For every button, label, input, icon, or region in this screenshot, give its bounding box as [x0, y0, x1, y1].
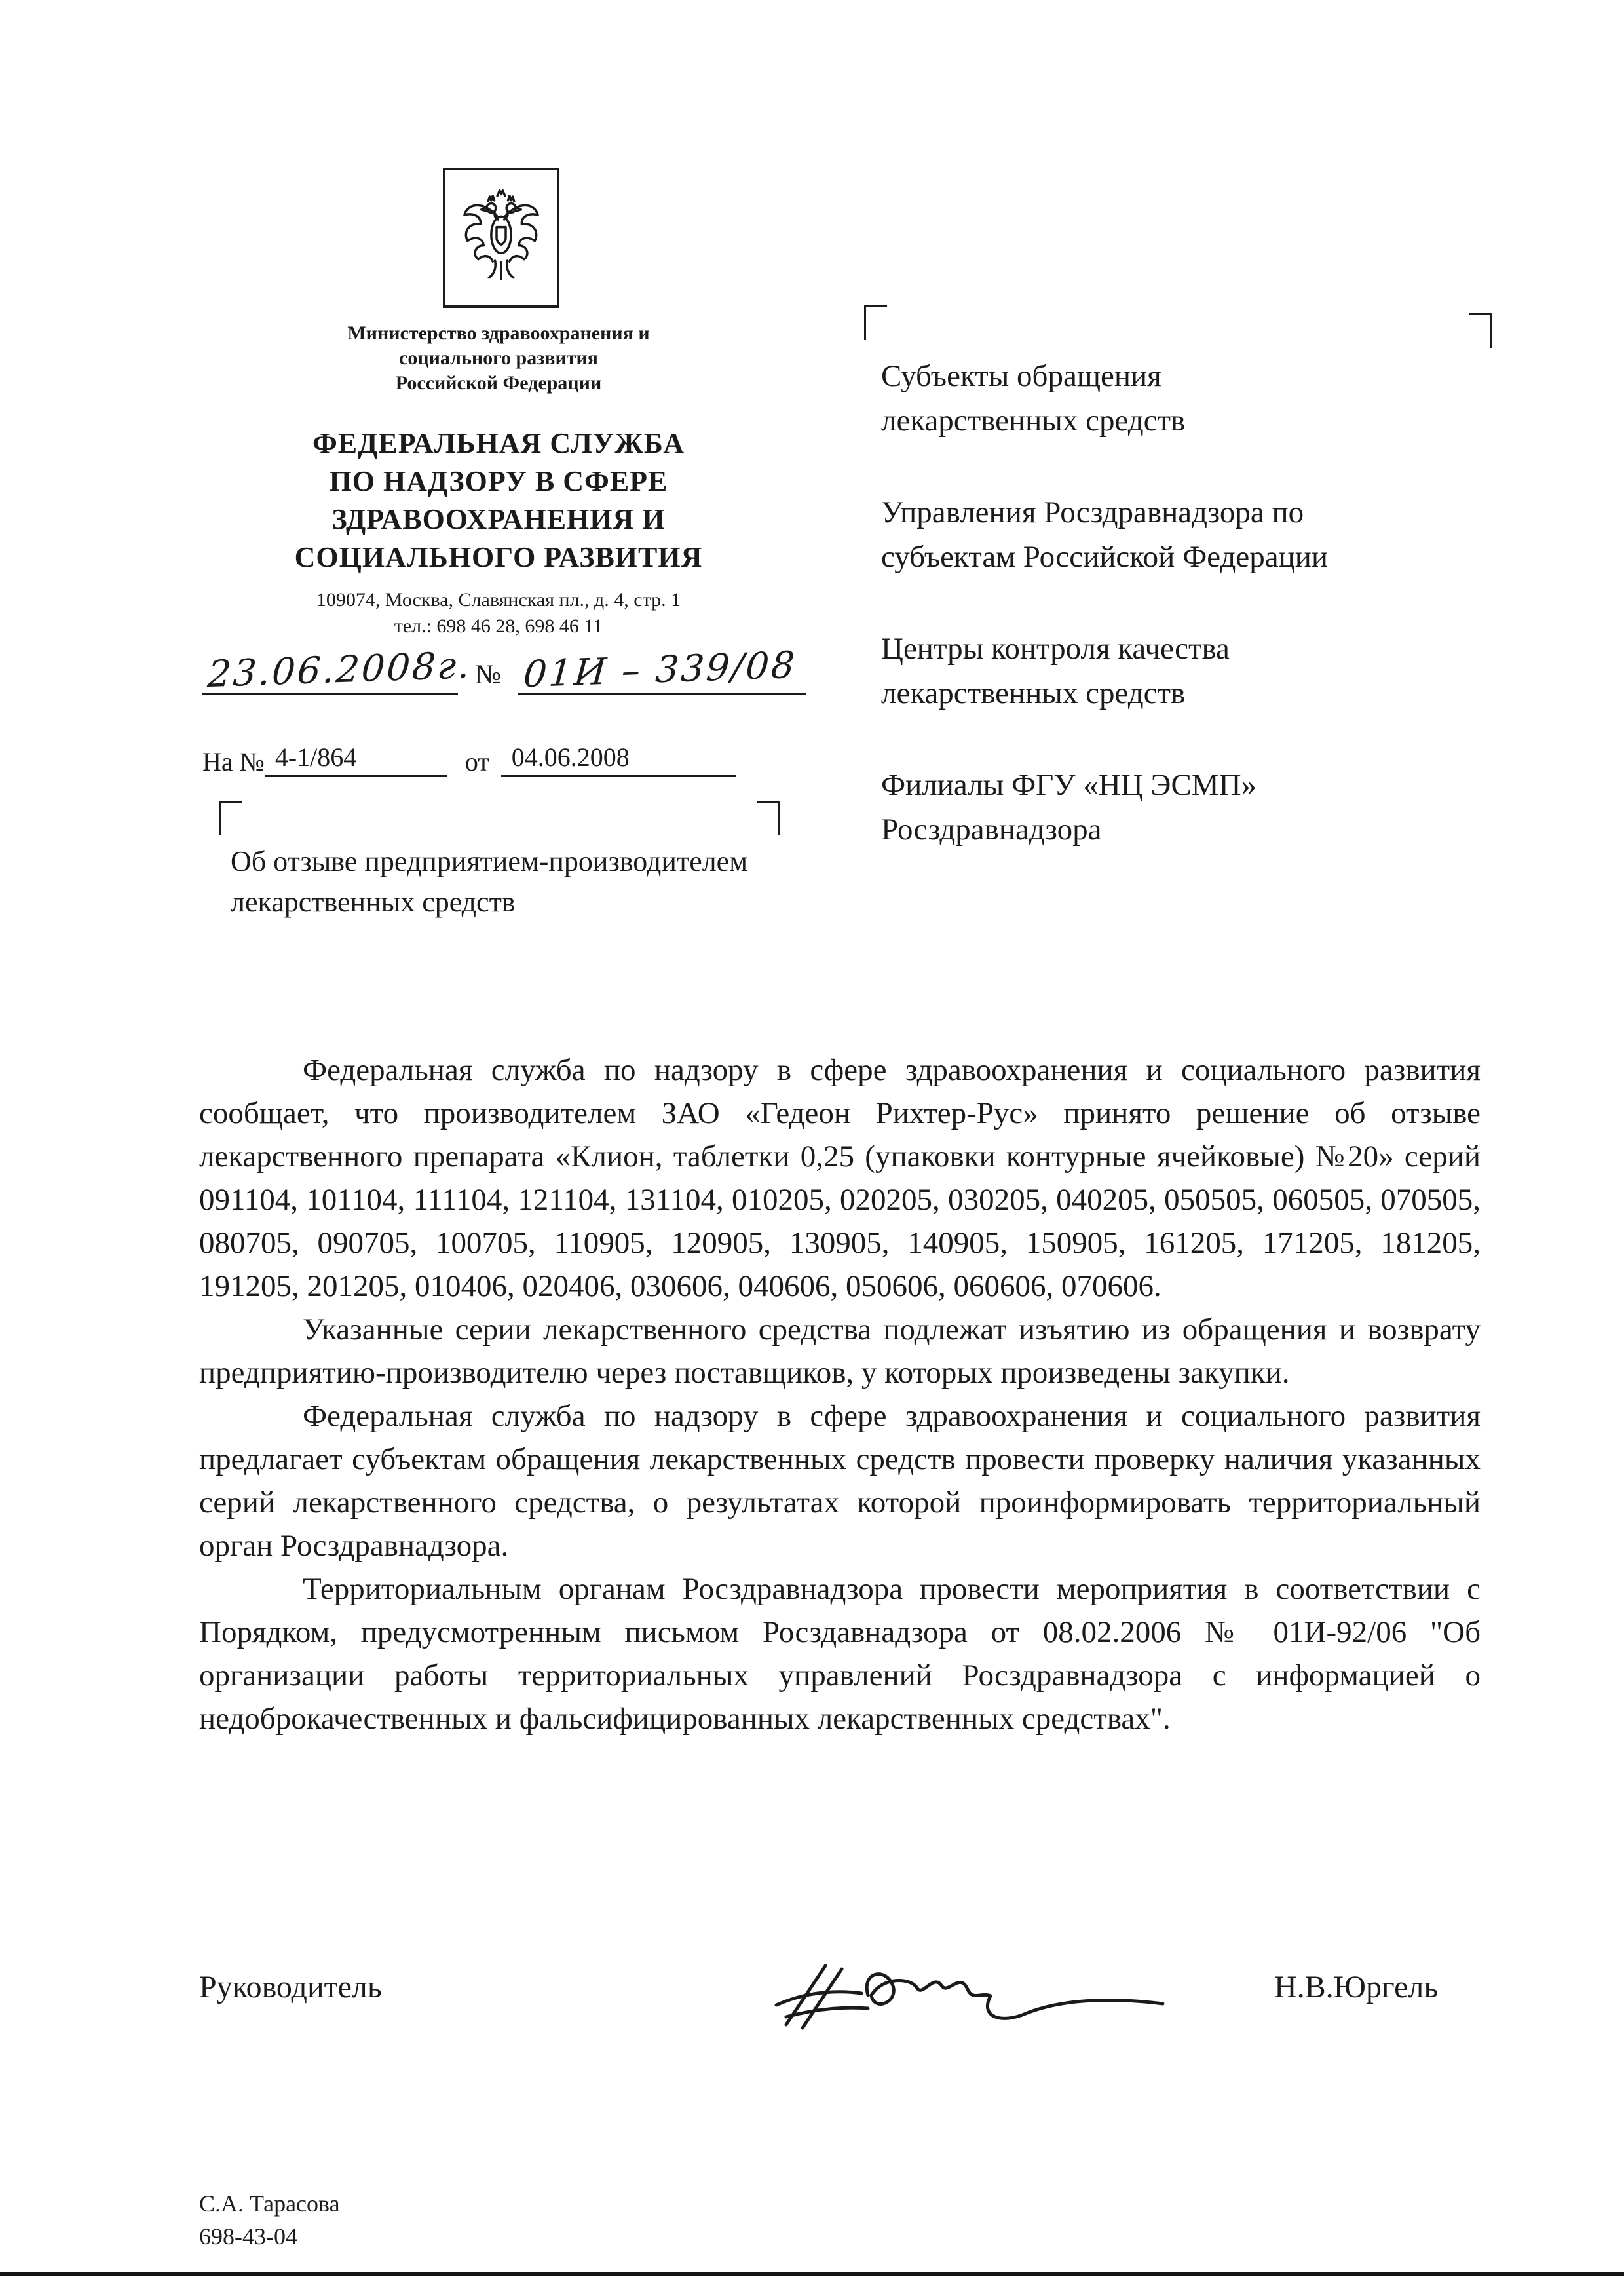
signer-title: Руководитель	[199, 1970, 382, 2004]
recipient-group	[881, 354, 1490, 443]
handwritten-date: 23.06.2008г.	[206, 643, 473, 697]
scan-artifact-line	[0, 2272, 1624, 2276]
recipient-line: Субъекты обращения	[881, 359, 1161, 393]
recipient-line: лекарственных средств	[881, 404, 1186, 438]
subject-bracket-left	[219, 801, 242, 835]
service-line: ЗДРАВООХРАНЕНИЯ И	[331, 503, 666, 535]
subject-line: Об отзыве предприятием-производителем	[231, 845, 748, 877]
recipient-group	[881, 763, 1490, 852]
emblem-frame	[443, 168, 559, 308]
date-underline	[202, 643, 473, 697]
body-paragraph: Федеральная служба по надзору в сфере здравоохранения и социального развития сообщает, что производителем ЗАО «Гедеон Рихтер-Рус» принято решение об отзыве лекарственного препарата «Клион, таблетки 0,25 (упаковки контурные ячейковые) №20» серий 091104, 101104, 111104, 121104, 131104, 010205, 020205, 030205, 040205, 050505, 060505, 070505, 080705, 090705, 100705, 110905, 120905, 130905, 140905, 150905, 161205, 171205, 181205, 191205, 201205, 010406, 020406, 030606, 040606, 050606, 060606, 070606.	[199, 1053, 1481, 1303]
body-paragraph: Указанные серии лекарственного средства подлежат изъятию из обращения и возврату предприятию-производителю через поставщиков, у которых произведены закупки.	[199, 1312, 1481, 1390]
address-line: 109074, Москва, Славянская пл., д. 4, стр. 1	[316, 589, 681, 611]
ministry-line: Министерство здравоохранения и	[347, 322, 650, 344]
recipients-block	[881, 354, 1490, 899]
body-paragraph: Территориальным органам Росздравнадзора провести мероприятия в соответствии с Порядком, предусмотренным письмом Росздавнадзора от 08.02.2006 № 01И-92/06 "Об организации работы территориальных управлений Росздравнадзора с информацией о недоброкачественных и фальсифицированных лекарственных средствах".	[199, 1572, 1481, 1736]
letter-body	[199, 1048, 1481, 1740]
recipient-line: Филиалы ФГУ «НЦ ЭСМП»	[881, 768, 1257, 802]
phone-line: тел.: 698 46 28, 698 46 11	[394, 615, 603, 637]
executor-name: С.А. Тарасова	[199, 2191, 340, 2217]
subject-block	[231, 841, 859, 923]
ref-number: 4-1/864	[265, 742, 447, 777]
recipient-group	[881, 626, 1490, 716]
recipient-line: субъектам Российской Федерации	[881, 540, 1329, 574]
recipient-line: Управления Росздравнадзора по	[881, 495, 1304, 529]
number-sign: №	[475, 660, 502, 690]
subject-line: лекарственных средств	[231, 886, 516, 918]
ref-prefix: На №	[202, 747, 265, 776]
ref-ot: от	[464, 747, 489, 776]
recipients-bracket-right	[1469, 313, 1492, 348]
executor-block	[199, 2187, 340, 2253]
executor-phone: 698-43-04	[199, 2223, 297, 2249]
signature-icon	[753, 1933, 1186, 2057]
handwritten-number: 01И – 339/08	[521, 643, 799, 697]
signer-name: Н.В.Юргель	[1274, 1970, 1439, 2004]
recipient-line: Росздравнадзора	[881, 813, 1102, 847]
recipient-line: лекарственных средств	[881, 676, 1186, 710]
coat-of-arms-icon	[455, 180, 547, 296]
service-line: ПО НАДЗОРУ В СФЕРЕ	[329, 465, 668, 497]
outgoing-date-number-line	[202, 643, 864, 697]
ref-date: 04.06.2008	[501, 742, 736, 777]
ministry-line: социального развития	[399, 347, 598, 369]
recipient-line: Центры контроля качества	[881, 632, 1230, 666]
service-line: ФЕДЕРАЛЬНАЯ СЛУЖБА	[312, 427, 685, 459]
number-underline	[518, 643, 806, 697]
service-name	[194, 425, 803, 577]
body-paragraph: Федеральная служба по надзору в сфере здравоохранения и социального развития предлагает субъектам обращения лекарственных средств провести проверку наличия указанных серий лекарственного средства, о результатах которой проинформировать территориальный орган Росздравнадзора.	[199, 1399, 1481, 1563]
ministry-name	[194, 321, 803, 396]
recipient-group	[881, 490, 1490, 579]
ministry-line: Российской Федерации	[395, 372, 602, 394]
reference-line	[202, 742, 736, 777]
recipients-bracket-left	[864, 305, 887, 340]
subject-bracket-right	[757, 801, 780, 835]
letterhead-address	[194, 587, 803, 640]
service-line: СОЦИАЛЬНОГО РАЗВИТИЯ	[294, 541, 703, 573]
